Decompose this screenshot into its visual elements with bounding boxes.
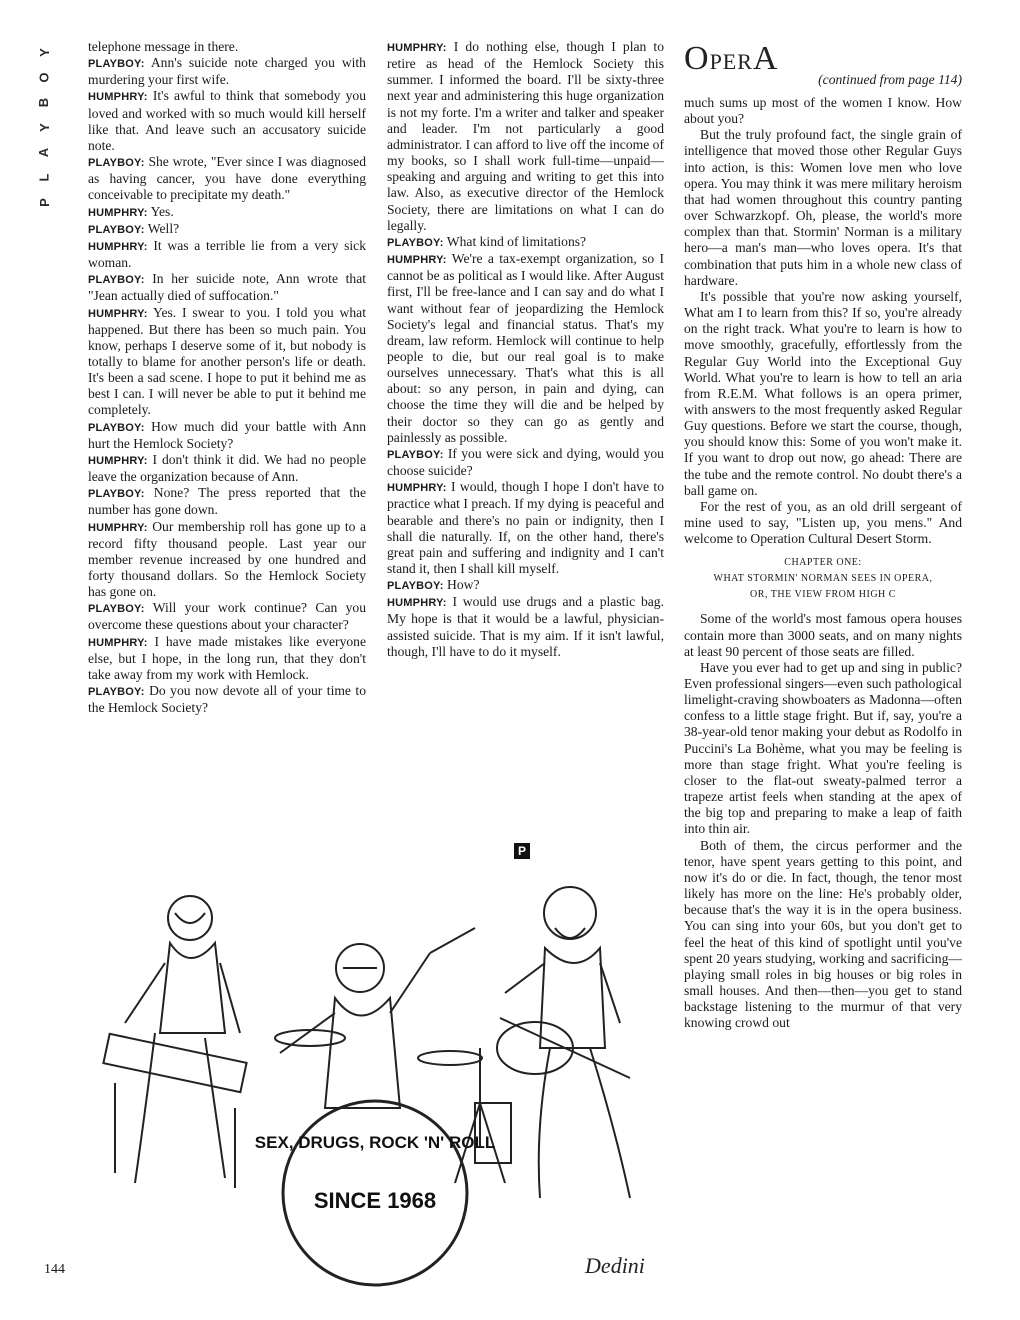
rabbit-end-mark-icon: P	[514, 843, 530, 859]
speech-text: Our membership roll has gone up to a record fifty thousand people. Last year our member revenue increased by one hundred and forty thousand dollars. So the Hemlock Society has gone on.	[88, 518, 366, 600]
speaker-label: PLAYBOY:	[387, 236, 444, 249]
speaker-label: HUMPHRY:	[88, 636, 148, 649]
masthead-letter: P	[36, 198, 52, 207]
speaker-label: PLAYBOY:	[88, 58, 145, 71]
speaker-label: HUMPHRY:	[88, 454, 148, 467]
speech-text: How much did your battle with Ann hurt the Hemlock Society?	[88, 418, 366, 451]
interview-paragraph	[88, 600, 366, 633]
speech-text: Yes.	[150, 203, 174, 219]
speech-text: It's awful to think that somebody you loved and worked with so much would kill herself like that. And leave such an accusatory suicide note.	[88, 88, 366, 153]
interview-paragraph	[387, 446, 664, 479]
body-paragraph: Both of them, the circus performer and the tenor, have spent years getting to this point, and now it's do or die. In fact, though, the tenor most likely has more on the line: He's probably older, because that's the way it is in the opera business. You can sing into your 60s, but you don't get to feel the heat of this kind of spotlight until you've spent 20 years studying, working and sacrificing—playing small roles in big houses or big roles in small houses. And then—then—you get to stand backstage listening to the murmur of that very knowing crowd out	[684, 837, 962, 1031]
interview-paragraph	[88, 39, 366, 55]
drum-since: SINCE 1968	[313, 1188, 437, 1213]
speech-text: She wrote, "Ever since I was diagnosed as having cancer, you have done everything conceivable to precipitate my death."	[88, 154, 367, 203]
interview-paragraph	[88, 452, 366, 485]
interview-paragraph	[88, 519, 366, 601]
rock-band-cartoon	[95, 873, 665, 1293]
interview-paragraph	[88, 305, 366, 419]
body-paragraph: It's possible that you're now asking yourself, What am I to learn from this? If so, you're already on the right track. What you're to learn is how to move smoothly, gracefully, effortlessly from the Regular Guy World into the Exceptional Guy World. What you're to learn is how to tell an aria from R.E.M. What follows is an opera primer, with answers to the most frequently asked Regular Guy questions. Before we start the course, though, you should know this: Some of you won't make it. If you want to drop out now, go ahead: There are the tube and the remote control. No doubt there's a ball game on.	[684, 288, 962, 498]
speech-text: None? The press reported that the number has gone down.	[88, 485, 366, 518]
masthead-letter: L	[36, 173, 52, 182]
interview-paragraph	[88, 55, 366, 88]
speech-text: It was a terrible lie from a very sick woman.	[88, 237, 366, 271]
speech-text: Ann's suicide note charged you with murdering your first wife.	[88, 55, 366, 88]
speech-text: I have made mistakes like everyone else, but I hope, in the long run, that they don't take away from my work with Hemlock.	[88, 633, 366, 682]
playboy-masthead	[30, 40, 58, 215]
opera-column	[684, 95, 962, 1031]
speaker-label: PLAYBOY:	[88, 686, 145, 699]
interview-paragraph	[387, 594, 664, 660]
speech-text: If you were sick and dying, would you choose suicide?	[387, 445, 664, 479]
interview-paragraph	[88, 419, 366, 452]
speech-text: I would, though I hope I don't have to practice what I preach. If my dying is peaceful and bearable and there's no pain or indignity, then I shall die naturally. If, on the other hand, there's great pain and suffering and indignity and I can't stand it, then I shall kill myself.	[387, 479, 664, 576]
speaker-label: HUMPHRY:	[387, 597, 447, 610]
speech-text: I don't think it did. We had no people leave the organization because of Ann.	[88, 451, 366, 485]
speech-text: Will your work continue? Can you overcome these questions about your character?	[88, 600, 366, 633]
interview-paragraph	[88, 683, 366, 716]
opera-title: OPERA	[684, 40, 779, 77]
speech-text: I would use drugs and a plastic bag. My hope is that it would be a lawful, physician-assisted suicide. That is my aim. If it isn't lawful, though, I'll have to do it myself.	[387, 594, 664, 659]
speaker-label: PLAYBOY:	[387, 448, 444, 461]
interview-paragraph	[88, 154, 366, 203]
body-paragraph: Some of the world's most famous opera houses contain more than 3000 seats, and on many nights at least 90 percent of those seats are filled.	[684, 611, 962, 659]
speaker-label: HUMPHRY:	[88, 307, 148, 320]
speech-text: telephone message in there.	[88, 39, 239, 54]
speaker-label: PLAYBOY:	[88, 223, 145, 236]
speech-text: In her suicide note, Ann wrote that "Jean actually died of suffocation."	[88, 271, 367, 304]
interview-column-2	[387, 39, 664, 660]
speaker-label: HUMPHRY:	[88, 240, 148, 253]
interview-paragraph	[88, 485, 366, 518]
body-paragraph: much sums up most of the women I know. How about you?	[684, 95, 962, 127]
speaker-label: HUMPHRY:	[88, 521, 148, 534]
chapter-heading: CHAPTER ONE: WHAT STORMIN' NORMAN SEES IN OPERA, OR, THE VIEW FROM HIGH C	[713, 557, 933, 601]
speaker-label: HUMPHRY:	[387, 42, 447, 54]
masthead-letter: A	[36, 147, 52, 158]
speech-text: We're a tax-exempt organization, so I cannot be as political as I would like. After August first, I'll be free-lance and I can say and do what I want without fear of jeopardizing the Hemlock Society's legal and financial status. That's my dream, law reform. Hemlock will continue to help people to die, but our real goal is to make ourselves unnecessary. That's what this is all about: so any person, in pain and dying, can choose the time they will die and be helped by their doctor so they can go as gently and painlessly as possible.	[387, 251, 664, 445]
page-number: 144	[44, 1262, 65, 1277]
interview-paragraph	[387, 251, 664, 446]
interview-paragraph	[387, 39, 664, 234]
speaker-label: HUMPHRY:	[387, 254, 447, 267]
masthead-letter: B	[36, 97, 52, 108]
speech-text: Yes. I swear to you. I told you what happened. But there has been so much pain. You know, perhaps I deserve some of it, but nobody is totally to blame for another person's life or death. It's been a sad scene. I hope to put it behind me as best I can. I will never be able to put it behind me completely.	[88, 304, 366, 418]
body-paragraph: For the rest of you, as an old drill sergeant of mine used to say, "Listen up, you mens." And welcome to Operation Cultural Desert Storm.	[684, 498, 962, 547]
speech-text: Well?	[147, 220, 180, 236]
interview-column-1	[88, 39, 366, 716]
speech-text: I do nothing else, though I plan to retire as head of the Hemlock Society this summer. I informed the board. I'll be sixty-three next year and administering this huge organization is not my forte. I'm a writer and talker and speaker and leader. I'm not particularly a good administrator. I can afford to live off the income of my books, so I shall work full-time—unpaid—speaking and arguing and writing to get this into law. Also, as executive director of the Hemlock Society, there are limitations on what I can do legally.	[387, 39, 664, 233]
artist-signature: Dedini	[585, 1253, 645, 1278]
speaker-label: HUMPHRY:	[88, 91, 148, 104]
speaker-label: PLAYBOY:	[88, 488, 145, 501]
speaker-label: HUMPHRY:	[88, 206, 148, 219]
interview-paragraph	[88, 204, 366, 221]
masthead-letter: Y	[36, 123, 52, 132]
interview-paragraph	[88, 634, 366, 683]
speaker-label: PLAYBOY:	[88, 421, 145, 434]
interview-paragraph	[88, 238, 366, 271]
speaker-label: PLAYBOY:	[88, 603, 145, 616]
speaker-label: PLAYBOY:	[88, 157, 145, 170]
speaker-label: HUMPHRY:	[387, 482, 447, 495]
speaker-label: PLAYBOY:	[387, 580, 444, 593]
continued-note: (continued from page 114)	[818, 72, 962, 87]
masthead-letter: Y	[36, 48, 52, 57]
speech-text: What kind of limitations?	[446, 233, 587, 249]
body-paragraph: But the truly profound fact, the single grain of intelligence that moved those other Regular Guys into action, is this: Women love men who love opera. You may think it was mere military heroism that had women throughout this country panting over Schwarzkopf. Oh, please, the world's more complex than that. Stormin' Norman is a military hero—a man's man—who loves opera. It's that combination that puts him in a whole new class of hardware.	[684, 127, 962, 288]
speech-text: Do you now devote all of your time to the Hemlock Society?	[88, 683, 366, 716]
interview-paragraph	[88, 88, 366, 154]
body-paragraph: Have you ever had to get up and sing in public? Even professional singers—even such pathological limelight-craving showboaters as Madonna—often confess to a little stage fright. But if, say, you're a 38-year-old tenor making your debut as Rodolfo in Puccini's La Bohème, what you may be feeling is more than stage fright. What you're feeling is closer to the flat-out sweaty-palmed terror a trapeze artist feels when standing at the apex of the big top and preparing to make a leap of faith into thin air.	[684, 659, 962, 837]
masthead-letter: O	[36, 72, 52, 83]
interview-paragraph	[387, 577, 664, 594]
speech-text: How?	[447, 577, 480, 593]
interview-paragraph	[88, 221, 366, 238]
speaker-label: PLAYBOY:	[88, 274, 145, 287]
interview-paragraph	[88, 271, 366, 304]
interview-paragraph	[387, 234, 664, 251]
drum-slogan: SEX, DRUGS, ROCK 'N' ROLL	[254, 1133, 496, 1152]
interview-paragraph	[387, 479, 664, 577]
